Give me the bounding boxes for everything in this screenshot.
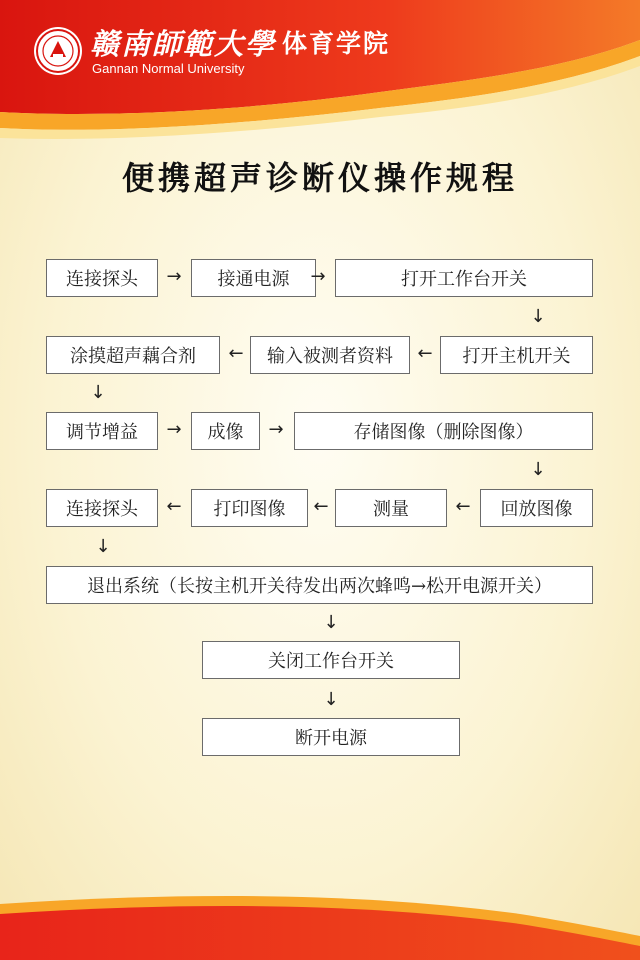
step-apply-gel: 涂摸超声藕合剂 bbox=[46, 336, 220, 374]
arrow-down-icon: ↓ bbox=[530, 306, 546, 327]
university-name-cn: 赣南師範大學 bbox=[90, 27, 277, 61]
step-store-image: 存储图像（删除图像） bbox=[294, 412, 593, 450]
step-open-host-switch: 打开主机开关 bbox=[440, 336, 593, 374]
step-close-workbench-switch: 关闭工作台开关 bbox=[202, 641, 460, 679]
arrow-right-icon: → bbox=[166, 419, 182, 440]
arrow-right-icon: → bbox=[310, 266, 326, 287]
step-open-workbench-switch: 打开工作台开关 bbox=[335, 259, 593, 297]
university-name-en: Gannan Normal University bbox=[92, 61, 245, 76]
arrow-left-icon: ← bbox=[166, 496, 182, 517]
step-enter-patient-info: 输入被测者资料 bbox=[250, 336, 410, 374]
step-adjust-gain: 调节增益 bbox=[46, 412, 158, 450]
step-imaging: 成像 bbox=[191, 412, 260, 450]
step-connect-probe: 连接探头 bbox=[46, 259, 158, 297]
university-logo bbox=[33, 26, 83, 76]
arrow-left-icon: ← bbox=[455, 496, 471, 517]
step-power-on: 接通电源 bbox=[191, 259, 316, 297]
arrow-down-icon: ↓ bbox=[95, 536, 111, 557]
page-title: 便携超声诊断仪操作规程 bbox=[121, 159, 518, 197]
step-exit-system: 退出系统（长按主机开关待发出两次蜂鸣→松开电源开关） bbox=[46, 566, 593, 604]
arrow-right-icon: → bbox=[268, 419, 284, 440]
footer-banner bbox=[0, 870, 640, 960]
step-playback-image: 回放图像 bbox=[480, 489, 593, 527]
arrow-down-icon: ↓ bbox=[323, 612, 339, 633]
arrow-left-icon: ← bbox=[417, 343, 433, 364]
arrow-right-icon: → bbox=[166, 266, 182, 287]
arrow-left-icon: ← bbox=[313, 496, 329, 517]
arrow-down-icon: ↓ bbox=[90, 382, 106, 403]
arrow-down-icon: ↓ bbox=[323, 689, 339, 710]
step-print-image: 打印图像 bbox=[191, 489, 308, 527]
step-measure: 测量 bbox=[335, 489, 447, 527]
department-name: 体育学院 bbox=[282, 29, 391, 58]
arrow-down-icon: ↓ bbox=[530, 459, 546, 480]
step-disconnect-power: 断开电源 bbox=[202, 718, 460, 756]
arrow-left-icon: ← bbox=[228, 343, 244, 364]
step-connect-probe-2: 连接探头 bbox=[46, 489, 158, 527]
